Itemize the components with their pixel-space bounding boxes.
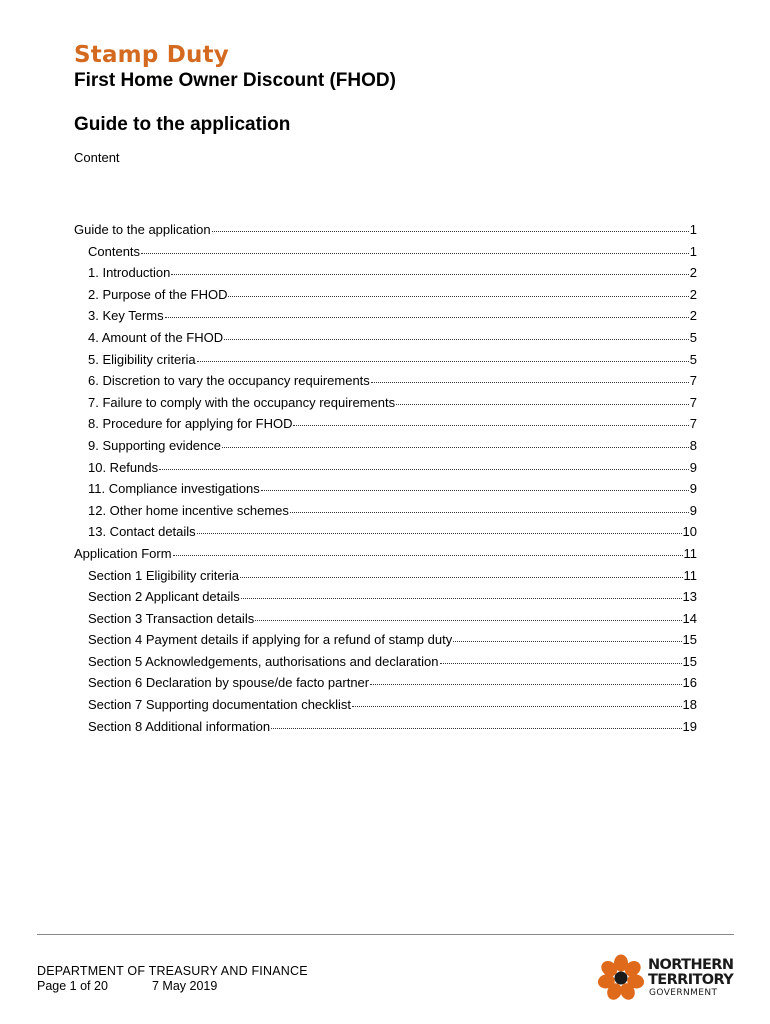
toc-entry[interactable] [74,284,697,306]
toc-entry-title: 10. Refunds [88,459,159,475]
toc-page-number: 7 [689,416,697,432]
toc-entry[interactable] [74,435,697,457]
toc-entry[interactable] [74,349,697,371]
toc-page-number: 7 [689,373,697,389]
toc-entry-title: 2. Purpose of the FHOD [88,286,228,302]
logo-text-government: GOVERNMENT [649,988,718,998]
toc-entry-title: 11. Compliance investigations [88,481,260,497]
toc-page-number: 1 [689,222,697,237]
toc-page-number: 9 [689,459,697,475]
toc-page-number: 2 [689,286,697,302]
toc-page-number: 16 [682,675,697,691]
desert-rose-icon [596,953,646,1003]
table-of-contents [74,219,697,737]
toc-dot-leader [290,512,689,513]
toc-entry[interactable] [74,672,697,694]
toc-entry[interactable] [74,478,697,500]
toc-entry[interactable] [74,629,697,651]
document-subtitle: First Home Owner Discount (FHOD) [74,70,396,91]
footer-date: 7 May 2019 [152,979,218,993]
toc-entry[interactable] [74,716,697,738]
toc-dot-leader [352,706,681,707]
content-label: Content [74,150,120,165]
toc-entry-title: Contents [88,243,141,259]
toc-dot-leader [371,382,689,383]
toc-dot-leader [159,469,689,470]
footer-divider [37,934,734,935]
toc-page-number: 11 [683,567,697,583]
toc-entry-title: 5. Eligibility criteria [88,351,196,367]
toc-entry-title: Section 6 Declaration by spouse/de facto partner [88,675,370,691]
page-title: Stamp Duty [74,42,229,68]
toc-entry[interactable] [74,608,697,630]
toc-dot-leader [261,490,689,491]
toc-entry[interactable] [74,694,697,716]
toc-entry[interactable] [74,262,697,284]
toc-entry[interactable] [74,565,697,587]
toc-page-number: 14 [682,610,697,626]
toc-entry-title: Section 1 Eligibility criteria [88,567,240,583]
toc-page-number: 15 [682,632,697,648]
toc-entry[interactable] [74,305,697,327]
toc-page-number: 5 [689,329,697,345]
toc-page-number: 8 [689,437,697,453]
footer-page-number: Page 1 of 20 [37,979,108,993]
toc-page-number: 2 [689,265,697,281]
toc-entry-title: Guide to the application [74,222,211,237]
toc-entry-title: Section 5 Acknowledgements, authorisations and declaration [88,653,439,669]
logo-text-northern: NORTHERN [648,957,734,973]
toc-dot-leader [197,533,682,534]
footer-department: DEPARTMENT OF TREASURY AND FINANCE [37,964,308,978]
toc-entry-title: Section 2 Applicant details [88,589,240,605]
toc-page-number: 9 [689,502,697,518]
toc-dot-leader [173,555,683,556]
toc-entry[interactable] [74,651,697,673]
toc-page-number: 7 [689,394,697,410]
toc-entry-title: 4. Amount of the FHOD [88,329,224,345]
toc-page-number: 19 [682,718,697,734]
toc-page-number: 9 [689,481,697,497]
toc-entry-title: 9. Supporting evidence [88,437,221,453]
toc-entry[interactable] [74,370,697,392]
toc-entry[interactable] [74,500,697,522]
toc-dot-leader [197,361,689,362]
toc-entry-title: 3. Key Terms [88,308,164,324]
toc-entry-title: Section 3 Transaction details [88,610,255,626]
toc-dot-leader [222,447,689,448]
toc-page-number: 1 [689,243,697,259]
toc-dot-leader [453,641,681,642]
toc-entry-title: 13. Contact details [88,524,196,540]
toc-dot-leader [141,253,689,254]
toc-entry[interactable] [74,457,697,479]
toc-entry[interactable] [74,241,697,263]
toc-dot-leader [228,296,688,297]
toc-dot-leader [165,317,689,318]
toc-entry[interactable] [74,586,697,608]
toc-entry-title: 7. Failure to comply with the occupancy requirements [88,394,396,410]
toc-page-number: 13 [682,589,697,605]
toc-page-number: 18 [682,697,697,713]
toc-entry-title: Section 7 Supporting documentation checklist [88,697,352,713]
toc-entry-title: 1. Introduction [88,265,171,281]
toc-dot-leader [396,404,689,405]
toc-entry[interactable] [74,543,697,565]
toc-page-number: 11 [683,545,697,561]
toc-page-number: 10 [682,524,697,540]
toc-entry[interactable] [74,521,697,543]
logo-text-territory: TERRITORY [648,972,734,988]
toc-dot-leader [171,274,688,275]
toc-entry[interactable] [74,413,697,435]
toc-page-number: 5 [689,351,697,367]
toc-entry[interactable] [74,219,697,241]
toc-entry-title: Application Form [74,545,172,561]
toc-entry-title: Section 4 Payment details if applying for a refund of stamp duty [88,632,453,648]
toc-entry-title: 6. Discretion to vary the occupancy requirements [88,373,370,389]
toc-dot-leader [255,620,681,621]
toc-dot-leader [224,339,689,340]
toc-entry-title: 8. Procedure for applying for FHOD [88,416,293,432]
toc-page-number: 2 [689,308,697,324]
toc-dot-leader [212,231,689,232]
toc-entry-title: 12. Other home incentive schemes [88,502,289,518]
nt-government-logo [596,953,738,1003]
toc-dot-leader [293,425,688,426]
toc-entry-title: Section 8 Additional information [88,718,271,734]
toc-entry[interactable] [74,327,697,349]
toc-dot-leader [370,684,681,685]
toc-dot-leader [271,728,681,729]
toc-dot-leader [241,598,682,599]
toc-dot-leader [240,577,682,578]
guide-heading: Guide to the application [74,114,291,135]
toc-entry[interactable] [74,392,697,414]
toc-dot-leader [440,663,682,664]
toc-page-number: 15 [682,653,697,669]
